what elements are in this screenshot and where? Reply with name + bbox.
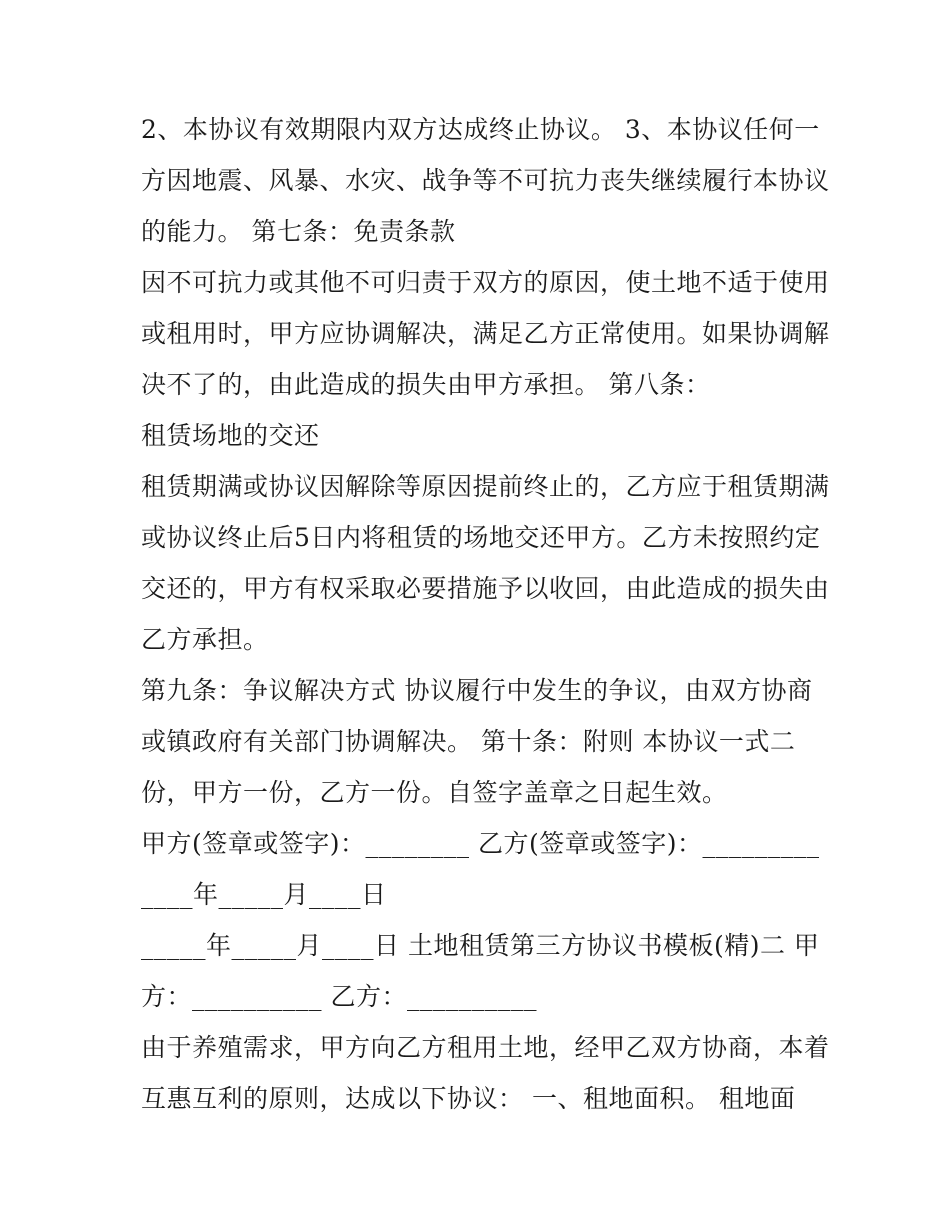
text-line: 租赁场地的交还 bbox=[141, 421, 320, 450]
text-line: 或协议终止后5日内将租赁的场地交还甲方。乙方未按照约定 bbox=[141, 523, 821, 552]
text-line: 方因地震、风暴、水灾、战争等不可抗力丧失继续履行本协议 bbox=[141, 166, 830, 195]
body-text bbox=[141, 110, 831, 1130]
text-line: 乙方承担。 bbox=[141, 625, 269, 654]
text-line: 或租用时，甲方应协调解决，满足乙方正常使用。如果协调解 bbox=[141, 319, 830, 348]
date-line: ____年_____月____日 bbox=[141, 880, 387, 909]
text-line: 租赁期满或协议因解除等原因提前终止的，乙方应于租赁期满 bbox=[141, 472, 830, 501]
text-line: 2、本协议有效期限内双方达成终止协议。 3、本协议任何一 bbox=[141, 115, 820, 144]
signature-line: 甲方(签章或签字)：________ 乙方(签章或签字)：_________ bbox=[141, 829, 820, 858]
party-line: 方：__________ 乙方：__________ bbox=[141, 982, 537, 1011]
text-line: 互惠互利的原则，达成以下协议： 一、租地面积。 租地面 bbox=[141, 1084, 796, 1113]
text-line: 的能力。 第七条：免责条款 bbox=[141, 217, 456, 246]
text-line: 交还的，甲方有权采取必要措施予以收回，由此造成的损失由 bbox=[141, 574, 830, 603]
text-line: 第九条：争议解决方式 协议履行中发生的争议，由双方协商 bbox=[141, 676, 813, 705]
text-line: 份，甲方一份，乙方一份。自签字盖章之日起生效。 bbox=[141, 778, 728, 807]
text-line: 因不可抗力或其他不可归责于双方的原因，使土地不适于使用 bbox=[141, 268, 830, 297]
text-line: 或镇政府有关部门协调解决。 第十条：附则 本协议一式二 bbox=[141, 727, 796, 756]
text-line: 由于养殖需求，甲方向乙方租用土地，经甲乙双方协商，本着 bbox=[141, 1033, 830, 1062]
text-line: _____年_____月____日 土地租赁第三方协议书模板(精)二 甲 bbox=[141, 931, 820, 960]
text-line: 决不了的，由此造成的损失由甲方承担。 第八条： bbox=[141, 370, 711, 399]
